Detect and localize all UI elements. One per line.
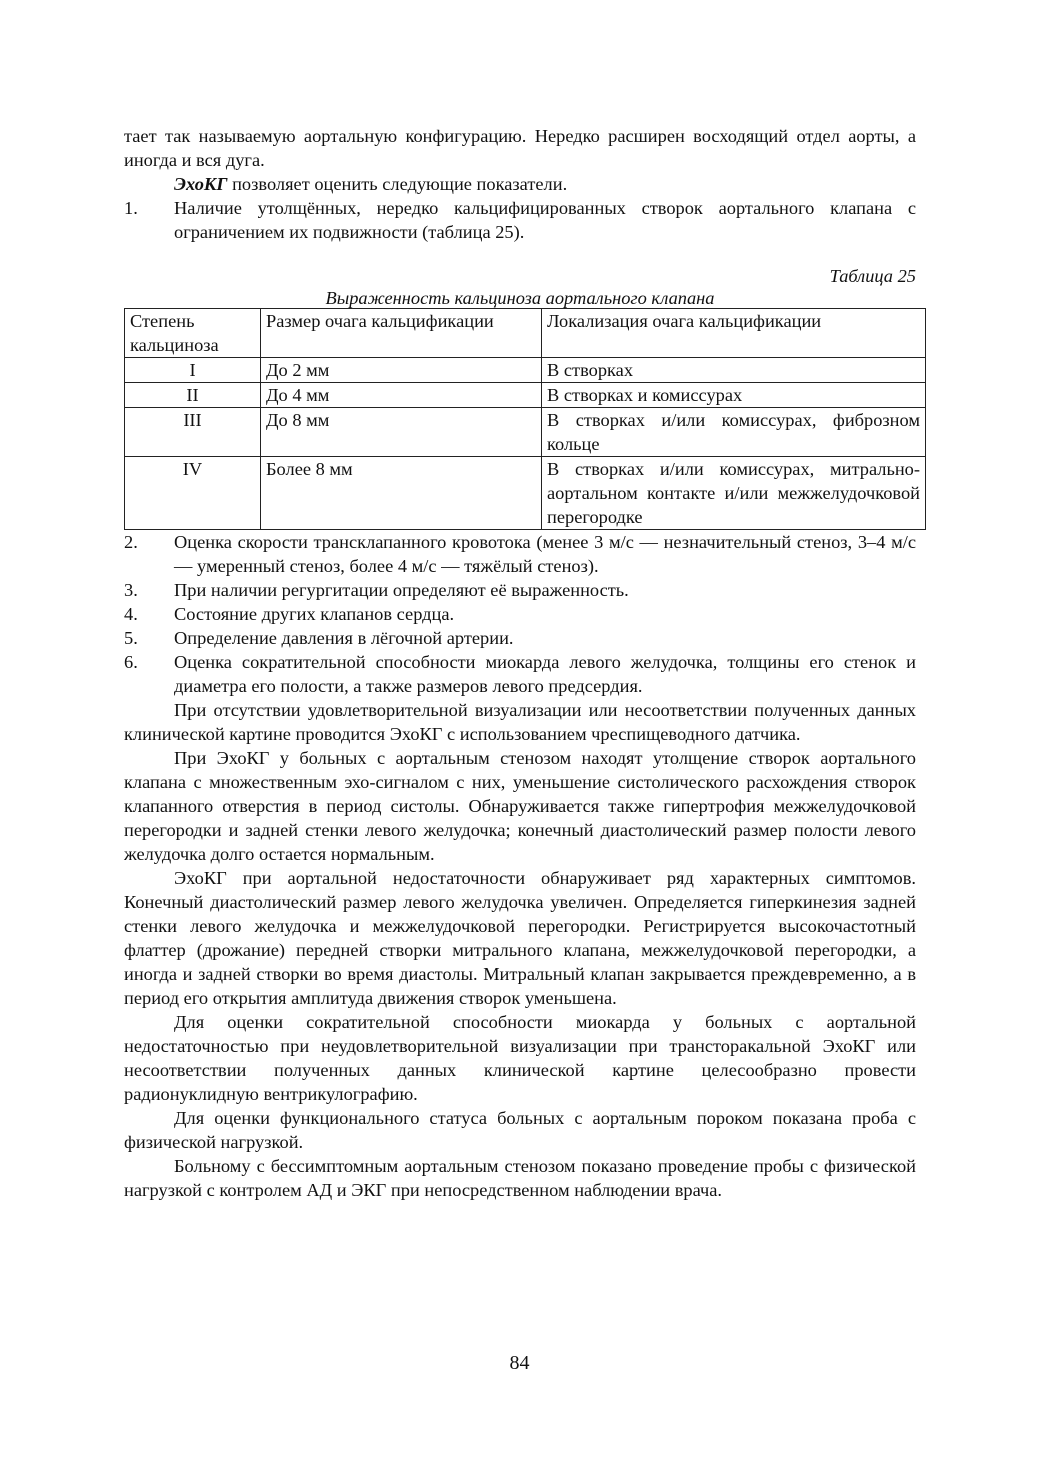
- list-item: [124, 626, 916, 650]
- body-paragraph: Для оценки сократительной способности миокарда у больных с аортальной недостаточностью при неудовлетворительной визуализации при трансторакальной ЭхоКГ или несоответствии полученных данных клинической картине целесообразно провести радионуклидную вентрикулографию.: [124, 1012, 916, 1104]
- list-number: 5.: [124, 628, 138, 648]
- cell-location: В створках и комиссурах: [542, 383, 926, 408]
- cell-degree: II: [125, 383, 261, 408]
- body-paragraph: Для оценки функционального статуса больных с аортальным пороком показана проба с физической нагрузкой.: [124, 1108, 916, 1152]
- echo-intro-paragraph: [124, 172, 916, 196]
- page-content: [124, 124, 920, 1202]
- page-number: 84: [509, 1352, 530, 1374]
- table-caption: Таблица 25: [829, 266, 916, 286]
- header-degree: Степень кальциноза: [125, 309, 261, 358]
- list-number: 6.: [124, 652, 138, 672]
- cell-degree: IV: [125, 457, 261, 530]
- list-text: При наличии регургитации определяют её выраженность.: [174, 580, 629, 600]
- cell-degree: I: [125, 358, 261, 383]
- list-item: [124, 578, 916, 602]
- cell-location: В створках и/или комиссурах, фиброзном кольце: [542, 408, 926, 457]
- table-row: [125, 358, 926, 383]
- cell-location: В створках: [542, 358, 926, 383]
- list-number: 4.: [124, 604, 138, 624]
- body-paragraph: При отсутствии удовлетворительной визуализации или несоответствии полученных данных клинической картине проводится ЭхоКГ с использованием чреспищеводного датчика.: [124, 700, 916, 744]
- list-text: Определение давления в лёгочной артерии.: [174, 628, 514, 648]
- list-text: Оценка сократительной способности миокарда левого желудочка, толщины его стенок и диаметра его полости, а также размеров левого предсердия.: [174, 652, 916, 696]
- list-text: Состояние других клапанов сердца.: [174, 604, 455, 624]
- calcification-table: [124, 308, 926, 530]
- cell-size: До 8 мм: [261, 408, 542, 457]
- list-item: [124, 196, 916, 244]
- header-location: Локализация очага кальцификации: [542, 309, 926, 358]
- echo-intro-text: позволяет оценить следующие показатели.: [227, 174, 568, 194]
- list-text: Наличие утолщённых, нередко кальцифицированных створок аортального клапана с ограничением их подвижности (таблица 25).: [174, 198, 916, 242]
- list-number: 2.: [124, 532, 138, 552]
- echo-bold-term: ЭхоКГ: [174, 174, 228, 194]
- cell-size: До 2 мм: [261, 358, 542, 383]
- list-item: [124, 530, 916, 578]
- list-number: 1.: [124, 198, 138, 218]
- body-paragraph: При ЭхоКГ у больных с аортальным стенозом находят утолщение створок аортального клапана с множественным эхо-сигналом с них, уменьшение систолического расхождения створок клапанного отверстия в период систолы. Обнаруживается также гипертрофия межжелудочковой перегородки и задней стенки левого желудочка; конечный диастолический размер полости левого желудочка долго остается нормальным.: [124, 748, 916, 864]
- table-row: [125, 408, 926, 457]
- cell-size: Более 8 мм: [261, 457, 542, 530]
- list-text: Оценка скорости трансклапанного кровотока (менее 3 м/с — незначительный стеноз, 3–4 м/с — умеренный стеноз, более 4 м/с — тяжёлый стеноз).: [174, 532, 916, 576]
- table-row: [125, 457, 926, 530]
- intro-paragraph: тает так называемую аортальную конфигурацию. Нередко расширен восходящий отдел аорты, а иногда и вся дуга.: [124, 126, 916, 170]
- cell-size: До 4 мм: [261, 383, 542, 408]
- list-number: 3.: [124, 580, 138, 600]
- cell-location: В створках и/или комиссурах, митрально-аортальном контакте и/или межжелудочковой перегородке: [542, 457, 926, 530]
- table-title: Выраженность кальциноза аортального клапана: [325, 288, 715, 308]
- list-item: [124, 602, 916, 626]
- table-row: [125, 383, 926, 408]
- table-header-row: [125, 309, 926, 358]
- list-item: [124, 650, 916, 698]
- body-paragraph: ЭхоКГ при аортальной недостаточности обнаруживает ряд характерных симптомов. Конечный диастолический размер левого желудочка увеличен. Определяется гиперкинезия задней стенки левого желудочка и межжелудочковой перегородки. Регистрируется высокочастотный флаттер (дрожание) передней створки митрального клапана, межжелудочковой перегородки, а иногда и задней створки во время диастолы. Митральный клапан закрывается преждевременно, а в период его открытия амплитуда движения створок уменьшена.: [124, 868, 916, 1008]
- cell-degree: III: [125, 408, 261, 457]
- body-paragraph: Больному с бессимптомным аортальным стенозом показано проведение пробы с физической нагрузкой с контролем АД и ЭКГ при непосредственном наблюдении врача.: [124, 1156, 916, 1200]
- header-size: Размер очага кальцификации: [261, 309, 542, 358]
